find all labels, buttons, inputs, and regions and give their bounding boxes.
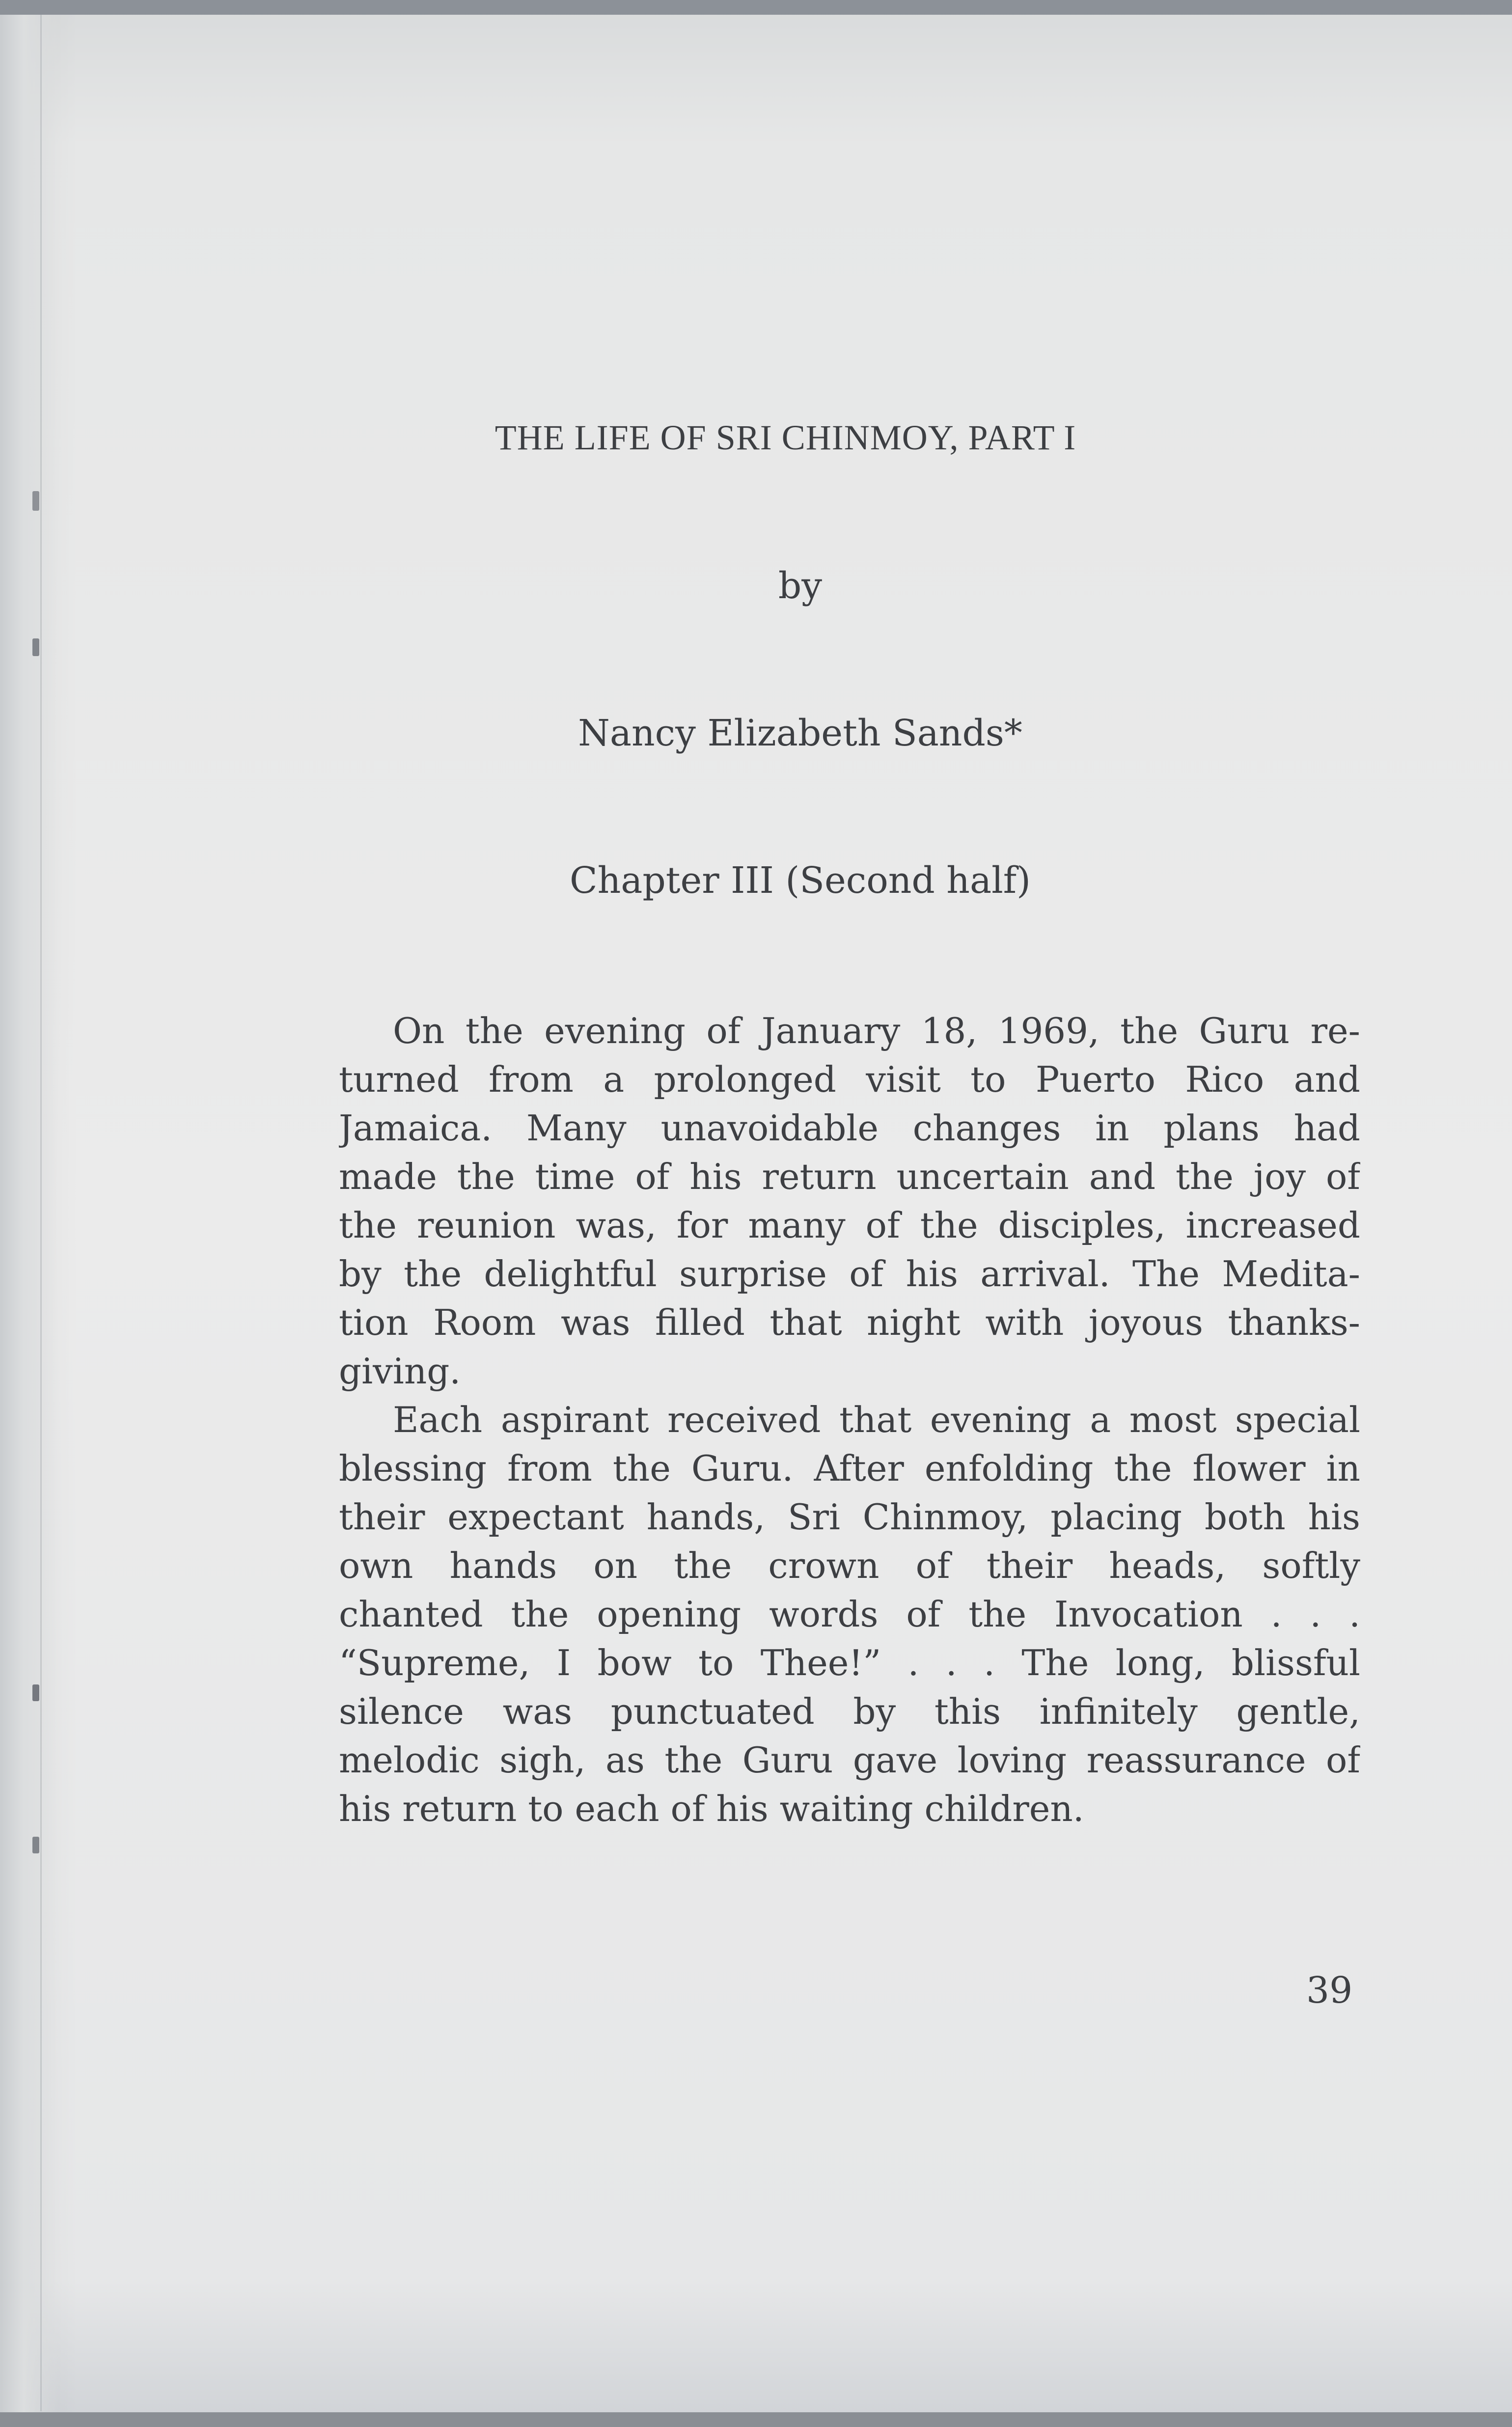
author-name: Nancy Elizabeth Sands* xyxy=(578,712,1022,754)
text-line: Each aspirant received that evening a most special xyxy=(393,1399,1360,1440)
article-title: THE LIFE OF SRI CHINMOY, PART I xyxy=(495,418,1076,457)
text-line: turned from a prolonged visit to Puerto Rico and xyxy=(339,1059,1360,1100)
binding-mark xyxy=(32,491,39,511)
text-line: giving. xyxy=(339,1351,461,1392)
text-line: silence was punctuated by this infinitely gentle, xyxy=(339,1691,1360,1732)
text-line: his return to each of his waiting children. xyxy=(339,1788,1084,1829)
text-line: “Supreme, I bow to Thee!” . . . The long, blissful xyxy=(339,1642,1360,1683)
chapter-heading: Chapter III (Second half) xyxy=(569,859,1031,902)
page-top-edge xyxy=(0,0,1512,15)
text-line: melodic sigh, as the Guru gave loving reassurance of xyxy=(339,1739,1360,1781)
binding-mark xyxy=(32,1837,39,1853)
paragraph-2 xyxy=(339,1396,1360,1833)
binding-fold-line xyxy=(40,15,42,2411)
text-line: chanted the opening words of the Invocation . . . xyxy=(339,1594,1360,1635)
text-line: tion Room was filled that night with joyous thanks- xyxy=(339,1302,1360,1343)
text-line: the reunion was, for many of the disciples, increased xyxy=(339,1205,1360,1246)
text-line: On the evening of January 18, 1969, the Guru re- xyxy=(393,1010,1360,1051)
text-line: their expectant hands, Sri Chinmoy, placing both his xyxy=(339,1496,1360,1538)
page-number: 39 xyxy=(1306,1969,1353,2012)
paragraph-1 xyxy=(339,1007,1360,1396)
binding-mark xyxy=(32,1684,39,1701)
text-line: Jamaica. Many unavoidable changes in plans had xyxy=(339,1107,1360,1149)
byline-by: by xyxy=(778,565,823,607)
text-line: made the time of his return uncertain and the joy of xyxy=(339,1156,1360,1197)
text-line: by the delightful surprise of his arrival. The Medita- xyxy=(339,1253,1360,1295)
binding-mark xyxy=(32,638,39,656)
body-text xyxy=(339,1007,1360,1833)
page-bottom-edge xyxy=(0,2412,1512,2427)
page-binding-gutter xyxy=(0,0,59,2427)
text-line: blessing from the Guru. After enfolding the flower in xyxy=(339,1448,1360,1489)
text-line: own hands on the crown of their heads, softly xyxy=(339,1545,1360,1586)
